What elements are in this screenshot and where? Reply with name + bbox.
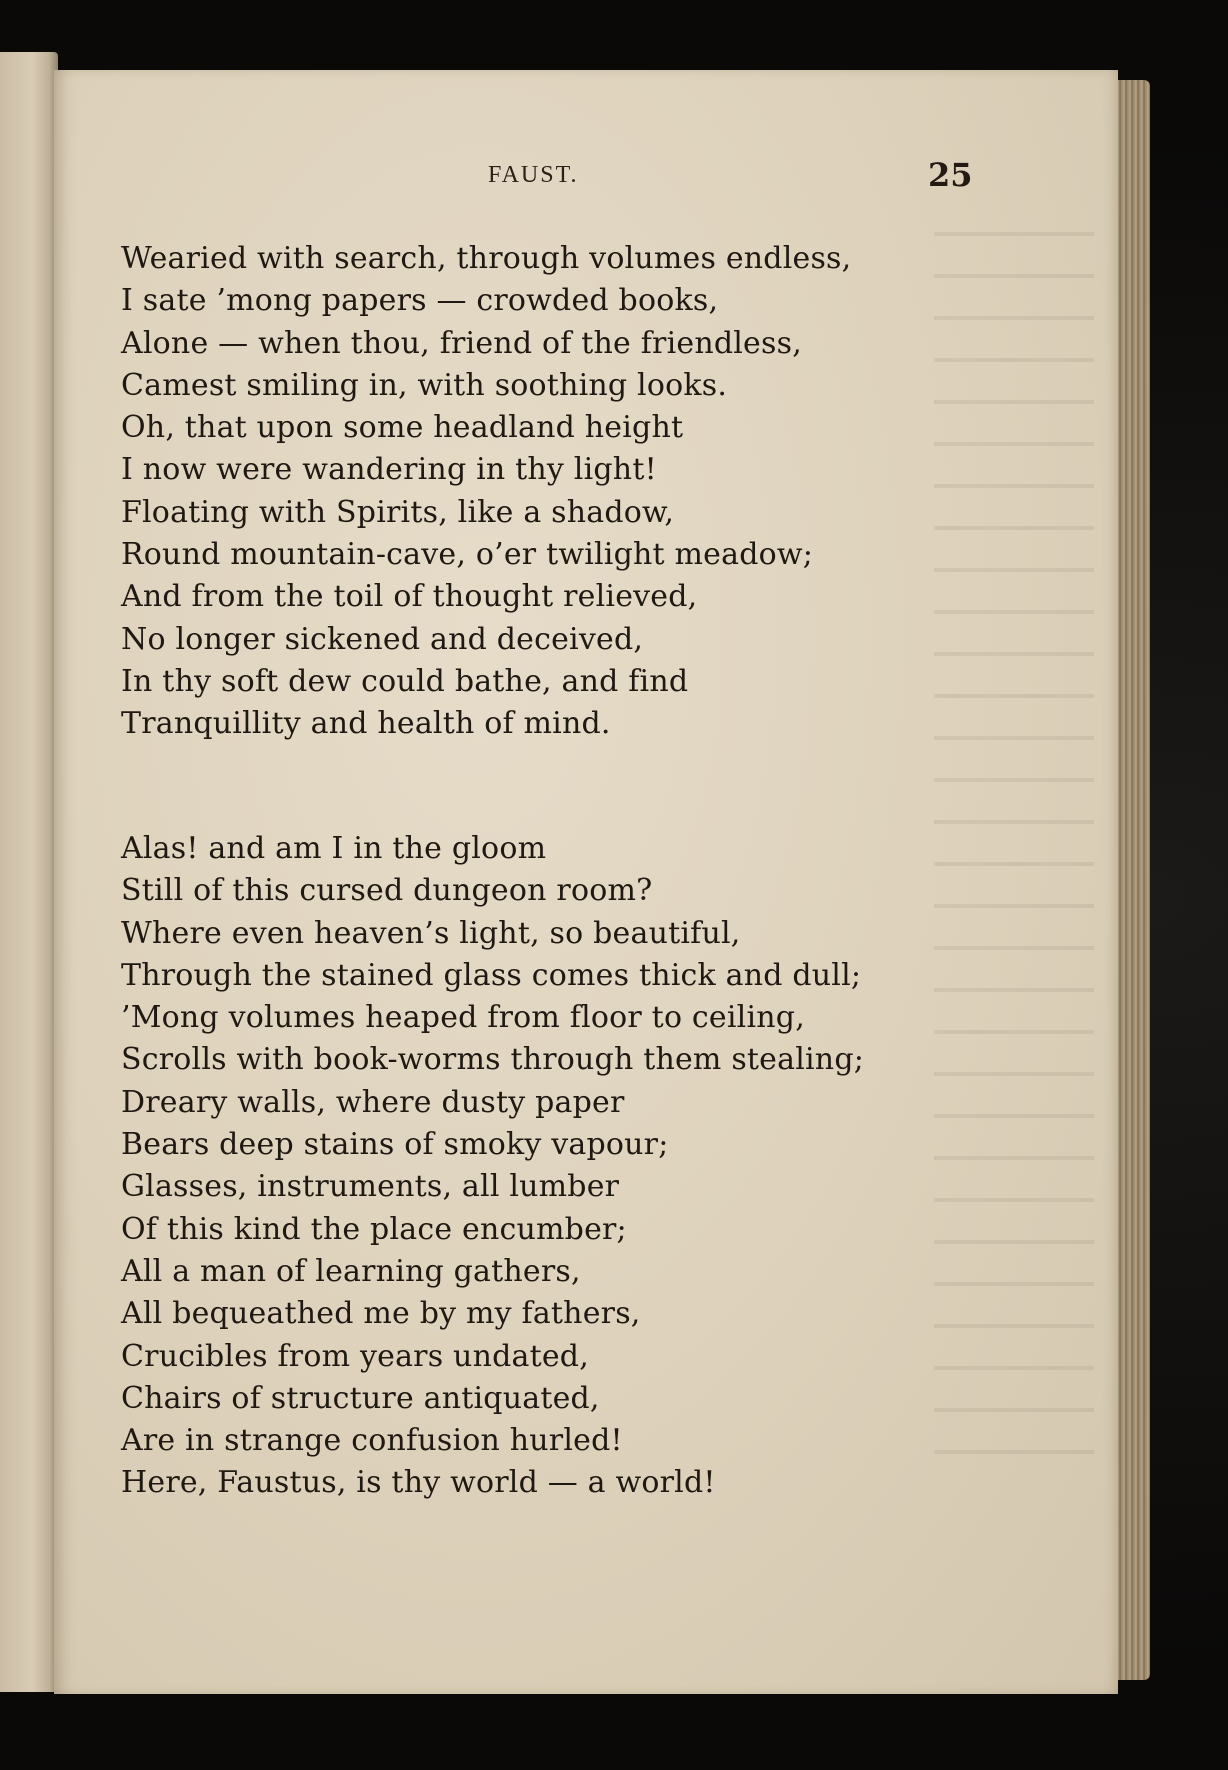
verse-line: Where even heaven’s light, so beautiful, bbox=[121, 915, 741, 951]
verse-line: I sate ’mong papers — crowded books, bbox=[121, 283, 719, 319]
verse-line: Floating with Spirits, like a shadow, bbox=[121, 494, 675, 530]
verse-line: Round mountain-cave, o’er twilight meadow; bbox=[121, 537, 814, 573]
verse-line: Still of this cursed dungeon room? bbox=[121, 873, 653, 909]
verse-line: Are in strange confusion hurled! bbox=[121, 1423, 623, 1459]
verse-line: In thy soft dew could bathe, and find bbox=[121, 663, 689, 699]
verse-line: Through the stained glass comes thick and dull; bbox=[121, 957, 862, 993]
verse-line: Crucibles from years undated, bbox=[121, 1338, 589, 1374]
verse-line: Camest smiling in, with soothing looks. bbox=[121, 367, 728, 403]
verse-line: Alas! and am I in the gloom bbox=[121, 831, 547, 866]
verse-line: Dreary walls, where dusty paper bbox=[121, 1084, 625, 1120]
verse-line: I now were wandering in thy light! bbox=[121, 452, 657, 488]
running-head bbox=[0, 156, 1228, 202]
verse-line: Scrolls with book-worms through them stealing; bbox=[121, 1042, 865, 1078]
verse-line: No longer sickened and deceived, bbox=[121, 621, 644, 657]
verse-line: Of this kind the place encumber; bbox=[121, 1211, 627, 1247]
stanza-2 bbox=[121, 828, 1081, 1505]
verse-line: Alone — when thou, friend of the friendless, bbox=[121, 325, 802, 361]
verse-line: ’Mong volumes heaped from floor to ceiling, bbox=[121, 1000, 805, 1036]
verse-line: Tranquillity and health of mind. bbox=[121, 706, 611, 742]
verse-line: Chairs of structure antiquated, bbox=[121, 1380, 600, 1416]
previous-page-edge bbox=[0, 52, 58, 1692]
verse-line: Here, Faustus, is thy world — a world! bbox=[121, 1465, 716, 1501]
verse-line: Bears deep stains of smoky vapour; bbox=[121, 1127, 669, 1163]
verse-line: Oh, that upon some headland height bbox=[121, 410, 684, 446]
verse-line: Wearied with search, through volumes endless, bbox=[121, 241, 852, 276]
verse-line: All bequeathed me by my fathers, bbox=[121, 1296, 641, 1332]
verse-line: All a man of learning gathers, bbox=[121, 1253, 581, 1289]
stanza-1 bbox=[121, 238, 1081, 746]
page-number: 25 bbox=[928, 156, 973, 194]
verse-line: And from the toil of thought relieved, bbox=[121, 579, 698, 615]
verse-line: Glasses, instruments, all lumber bbox=[121, 1169, 620, 1205]
running-title: FAUST. bbox=[488, 162, 579, 188]
